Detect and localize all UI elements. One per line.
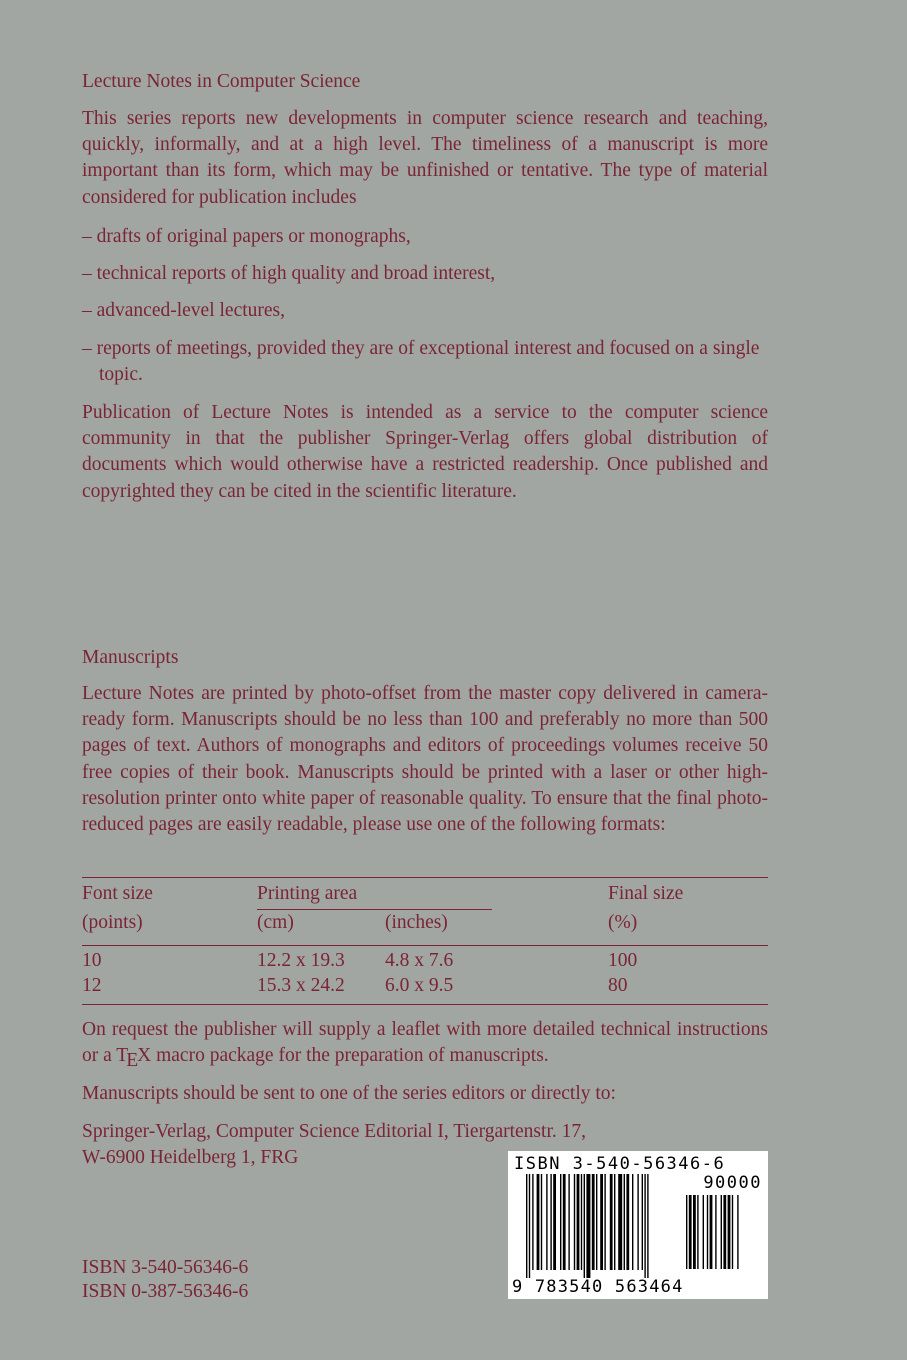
barcode-bar [526,1174,527,1278]
row-2-font: 12 [82,975,102,996]
bullet-lectures: – advanced-level lectures, [82,300,286,321]
addon-barcode-icon [686,1195,762,1277]
barcode-bar [600,1174,603,1270]
request-text-before: On request the publisher will supply a leaflet with more detailed technical instructions or a [82,1019,768,1067]
barcode-bar [577,1174,580,1270]
barcode-bar [703,1195,704,1269]
barcode-bar [707,1195,708,1269]
table-bottom-rule [82,1004,768,1005]
header-inches: (inches) [385,912,448,933]
bullet-meetings: – reports of meetings, provided they are of exceptional interest and focused on a single topic. [82,338,760,386]
header-final-size: Final size [608,883,684,904]
barcode-bar [550,1174,551,1270]
barcode-bar [592,1174,595,1270]
barcode-bar [728,1195,731,1269]
header-points: (points) [82,912,143,933]
request-text-after: macro package for the preparation of manuscripts. [151,1045,549,1067]
header-font-size: Font size [82,883,153,904]
series-heading: Lecture Notes in Computer Science [82,71,361,92]
barcode-addon-text: 90000 [703,1173,762,1193]
barcode-bar [563,1174,566,1270]
barcode-bar [574,1174,575,1270]
barcode-bar [626,1174,629,1270]
tex-x: X [137,1045,152,1067]
barcode-bar [721,1195,722,1269]
barcode-bar [568,1174,569,1270]
send-to-line: Manuscripts should be sent to one of the series editors or directly to: [82,1083,616,1104]
series-intro: This series reports new developments in computer science research and teaching, quickly, informally, and at a high level. The timeliness of a manuscript is more important than its form, which may be unfinished or tentative. The type of material considered for publication includes [82,108,768,208]
barcode-bar [693,1195,696,1269]
barcode-bar [596,1174,597,1270]
manuscripts-paragraph: Lecture Notes are printed by photo-offset from the master copy delivered in camera-ready form. Manuscripts should be no less than 100 and preferably no more than 500 pages of text. Authors of monographs and editors of proceedings volumes receive 50 free copies of their book. Manuscripts should be printed with a laser or other high-resolution printer onto white paper of reasonable quality. To ensure that the final photo-reduced pages are easily readable, please use one of the following formats: [82,683,768,836]
barcode-bar [710,1195,713,1269]
barcode-bar [581,1174,582,1270]
request-paragraph [82,1017,768,1072]
row-1-cm: 12.2 x 19.3 [257,950,345,971]
barcode-ean-text: 9 783540 563464 [512,1277,684,1297]
barcode-bar [532,1174,533,1270]
row-1-inches: 4.8 x 7.6 [385,950,454,971]
barcode-bar [618,1174,622,1270]
barcode-bar [644,1174,645,1278]
bullet-drafts: – drafts of original papers or monographs, [82,226,411,247]
isbn-line-2: ISBN 0-387-56346-6 [82,1281,249,1302]
table-header-rule [82,945,768,946]
header-printing-area: Printing area [257,883,358,904]
barcode-bar [686,1195,687,1269]
barcode-bar [553,1174,556,1270]
tex-t: T [116,1045,129,1067]
tex-logo [116,1045,152,1072]
barcode-bar [537,1174,540,1270]
tex-e: E [126,1050,139,1072]
address-line-1: Springer-Verlag, Computer Science Editorial I, Tiergartenstr. 17, [82,1121,586,1142]
barcode-bar [737,1195,738,1269]
isbn-line-1: ISBN 3-540-56346-6 [82,1257,249,1278]
barcode-bar [546,1174,547,1270]
row-1-font: 10 [82,950,102,971]
barcode-bar [632,1174,633,1270]
barcode-bar [647,1174,648,1278]
address-line-2: W-6900 Heidelberg 1, FRG [82,1147,299,1168]
barcode-bar [614,1174,615,1270]
barcode-bar [732,1195,733,1269]
barcode-bar [715,1195,716,1269]
barcode-bar [637,1174,638,1270]
ean-barcode-icon [526,1174,684,1278]
row-2-final: 80 [608,975,628,996]
barcode-bar [642,1174,643,1270]
barcode-bar [560,1174,561,1270]
table-top-rule [82,877,768,878]
header-cm: (cm) [257,912,294,933]
barcode-bar [689,1195,692,1269]
barcode-bar [529,1174,530,1278]
publication-paragraph: Publication of Lecture Notes is intended as a service to the computer science community in that the publisher Springer-Verlag offers global distribution of documents which would otherwise have a restricted readership. Once published and copyrighted they can be cited in the scientific literature. [82,402,768,502]
barcode-bar [697,1195,698,1269]
row-2-inches: 6.0 x 9.5 [385,975,454,996]
barcode-bar [723,1195,726,1269]
barcode-bar [541,1174,542,1270]
row-2-cm: 15.3 x 24.2 [257,975,345,996]
header-percent: (%) [608,912,638,933]
barcode-bar [586,1174,590,1278]
manuscripts-heading: Manuscripts [82,647,179,668]
barcode-bar [584,1174,585,1278]
bullet-technical-reports: – technical reports of high quality and broad interest, [82,263,496,284]
barcode-bar [624,1174,625,1270]
barcode-bar [604,1174,605,1270]
row-1-final: 100 [608,950,638,971]
barcode-bar [610,1174,613,1270]
barcode-label [508,1151,768,1299]
printing-area-rule [257,909,492,910]
barcode-isbn-text: ISBN 3-540-56346-6 [514,1154,726,1174]
